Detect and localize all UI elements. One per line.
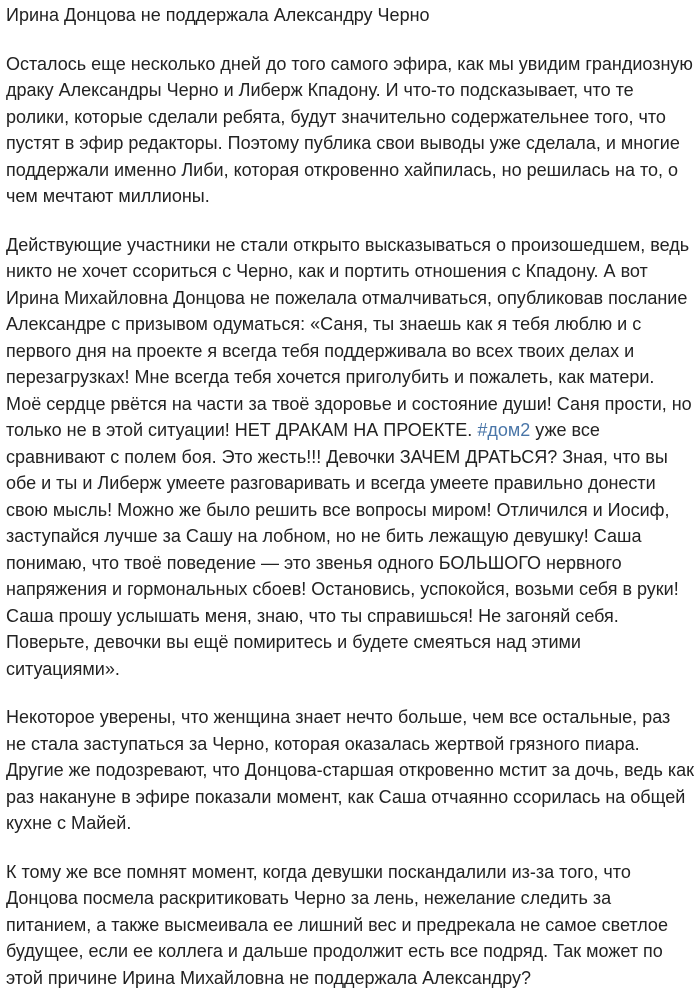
article-paragraph-1: Осталось еще несколько дней до того самого эфира, как мы увидим грандиозную драку Александры Черно и Либерж Кпадону. И что-то подсказывает, что те ролики, которые сделали ребята, будут значительно содержательнее того, что пустят в эфир редакторы. Поэтому публика свои выводы уже сделала, и многие поддержали именно Либи, которая откровенно хайпилась, но решилась на то, о чем мечтают миллионы. [6, 51, 694, 210]
article [6, 0, 694, 991]
quote-text-after: уже все сравнивают с полем боя. Это жесть!!! Девочки ЗАЧЕМ ДРАТЬСЯ? Зная, что вы обе и ты и Либерж умеете разговаривать и всегда умеете правильно донести свою мысль! Можно же было решить все вопросы миром! Отличился и Иосиф, заступайся лучше за Сашу на лобном, но не бить лежащую девушку! Саша понимаю, что твоё поведение — это звенья одного БОЛЬШОГО нервного напряжения и гормональных сбоев! Остановись, успокойся, возьми себя в руки! Саша прошу услышать меня, знаю, что ты справишься! Не загоняй себя. Поверьте, девочки вы ещё помиритесь и будете смеяться над этими ситуациями». [6, 420, 679, 679]
article-paragraph-quote [6, 232, 694, 683]
article-paragraph-4: К тому же все помнят момент, когда девушки поскандалили из-за того, что Донцова посмела раскритиковать Черно за лень, нежелание следить за питанием, а также высмеивала ее лишний вес и предрекала не самое светлое будущее, если ее коллега и дальше продолжит есть все подряд. Так может по этой причине Ирина Михайловна не поддержала Александру? [6, 859, 694, 991]
article-title: Ирина Донцова не поддержала Александру Черно [6, 2, 694, 29]
hashtag-link[interactable]: #дом2 [477, 420, 530, 440]
quote-text-before: Действующие участники не стали открыто высказываться о произошедшем, ведь никто не хочет ссориться с Черно, как и портить отношения с Кпадону. А вот Ирина Михайловна Донцова не пожелала отмалчиваться, опубликовав послание Александре с призывом одуматься: «Саня, ты знаешь как я тебя люблю и с первого дня на проекте я всегда тебя поддерживала во всех твоих делах и перезагрузках! Мне всегда тебя хочется приголубить и пожалеть, как матери. Моё сердце рвётся на части за твоё здоровье и состояние души! Саня прости, но только не в этой ситуации! НЕТ ДРАКАМ НА ПРОЕКТЕ. [6, 235, 692, 441]
article-paragraph-3: Некоторое уверены, что женщина знает нечто больше, чем все остальные, раз не стала заступаться за Черно, которая оказалась жертвой грязного пиара. Другие же подозревают, что Донцова-старшая откровенно мстит за дочь, ведь как раз накануне в эфире показали момент, как Саша отчаянно ссорилась на общей кухне с Майей. [6, 704, 694, 837]
